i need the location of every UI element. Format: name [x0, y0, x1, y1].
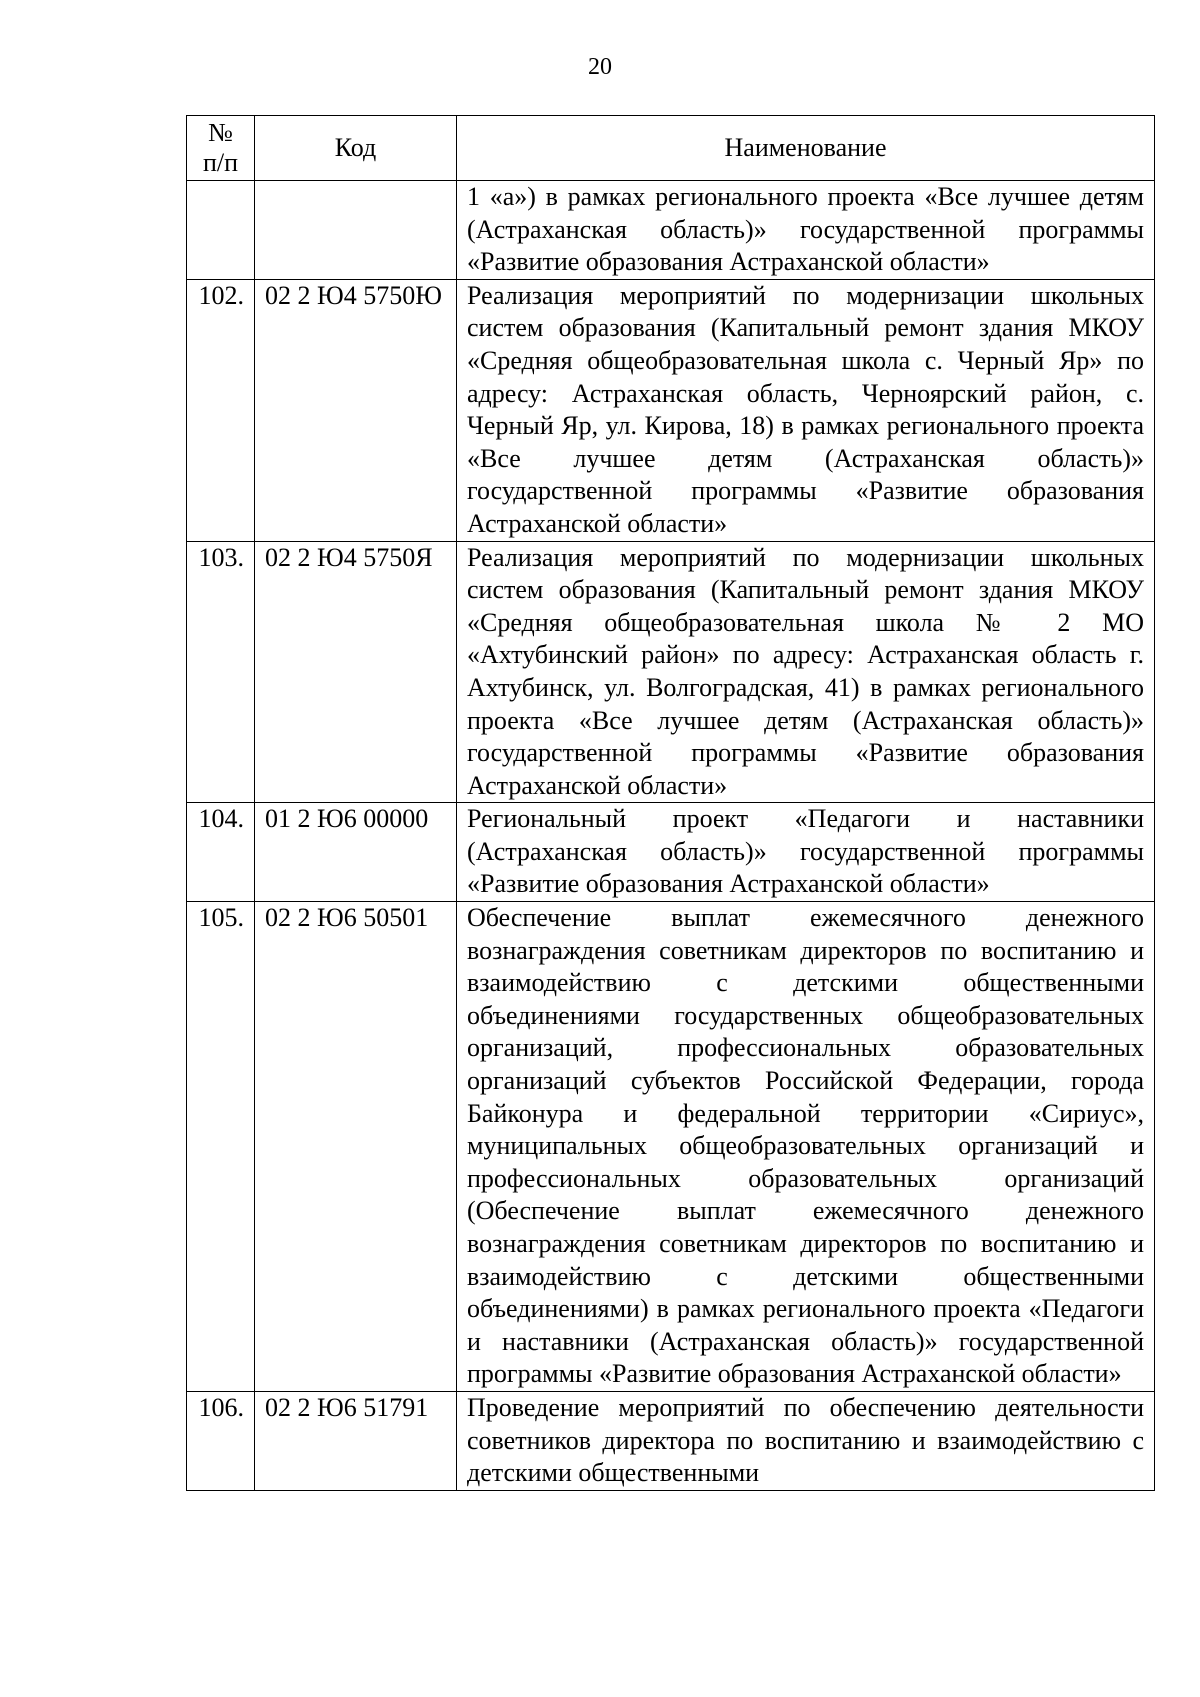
- table-row: [187, 279, 1155, 541]
- budget-classification-table: [186, 115, 1155, 1491]
- table-row: [187, 541, 1155, 803]
- table-row: [187, 803, 1155, 902]
- row-name: 1 «а») в рамках регионального проекта «Все лучшее детям (Астраханская область)» государственной программы «Развитие образования Астраханской области»: [457, 181, 1155, 280]
- row-code: [255, 181, 457, 280]
- row-name: Реализация мероприятий по модернизации школьных систем образования (Капитальный ремонт здания МКОУ «Средняя общеобразовательная школа с. Черный Яр» по адресу: Астраханская область, Черноярский район, с. Черный Яр, ул. Кирова, 18) в рамках регионального проекта «Все лучшее детям (Астраханская область)» государственной программы «Развитие образования Астраханской области»: [457, 279, 1155, 541]
- header-name: Наименование: [457, 116, 1155, 181]
- row-code: 02 2 Ю6 51791: [255, 1391, 457, 1490]
- header-number-sign: №: [208, 118, 233, 147]
- row-number: 104.: [187, 803, 255, 902]
- row-number: [187, 181, 255, 280]
- header-number-abbr: п/п: [202, 148, 239, 177]
- row-name: Региональный проект «Педагоги и наставники (Астраханская область)» государственной программы «Развитие образования Астраханской области»: [457, 803, 1155, 902]
- table-header-row: [187, 116, 1155, 181]
- row-name: Проведение мероприятий по обеспечению деятельности советников директора по воспитанию и взаимодействию с детскими общественными: [457, 1391, 1155, 1490]
- row-number: 103.: [187, 541, 255, 803]
- row-code: 02 2 Ю6 50501: [255, 902, 457, 1392]
- row-number: 105.: [187, 902, 255, 1392]
- row-code: 01 2 Ю6 00000: [255, 803, 457, 902]
- row-number: 106.: [187, 1391, 255, 1490]
- row-number: 102.: [187, 279, 255, 541]
- row-name: Обеспечение выплат ежемесячного денежного вознаграждения советникам директоров по воспитанию и взаимодействию с детскими общественными объединениями государственных общеобразовательных организаций, профессиональных образовательных организаций субъектов Российской Федерации, города Байконура и федеральной территории «Сириус», муниципальных общеобразовательных организаций и профессиональных образовательных организаций (Обеспечение выплат ежемесячного денежного вознаграждения советникам директоров по воспитанию и взаимодействию с детскими общественными объединениями) в рамках регионального проекта «Педагоги и наставники (Астраханская область)» государственной программы «Развитие образования Астраханской области»: [457, 902, 1155, 1392]
- page-number: 20: [588, 54, 612, 80]
- table-row: [187, 1391, 1155, 1490]
- header-code: Код: [255, 116, 457, 181]
- row-code: 02 2 Ю4 5750Я: [255, 541, 457, 803]
- table-row: [187, 181, 1155, 280]
- row-code: 02 2 Ю4 5750Ю: [255, 279, 457, 541]
- table-row: [187, 902, 1155, 1392]
- header-row-number: [187, 116, 255, 181]
- row-name: Реализация мероприятий по модернизации школьных систем образования (Капитальный ремонт здания МКОУ «Средняя общеобразовательная школа № 2 МО «Ахтубинский район» по адресу: Астраханская область г. Ахтубинск, ул. Волгоградская, 41) в рамках регионального проекта «Все лучшее детям (Астраханская область)» государственной программы «Развитие образования Астраханской области»: [457, 541, 1155, 803]
